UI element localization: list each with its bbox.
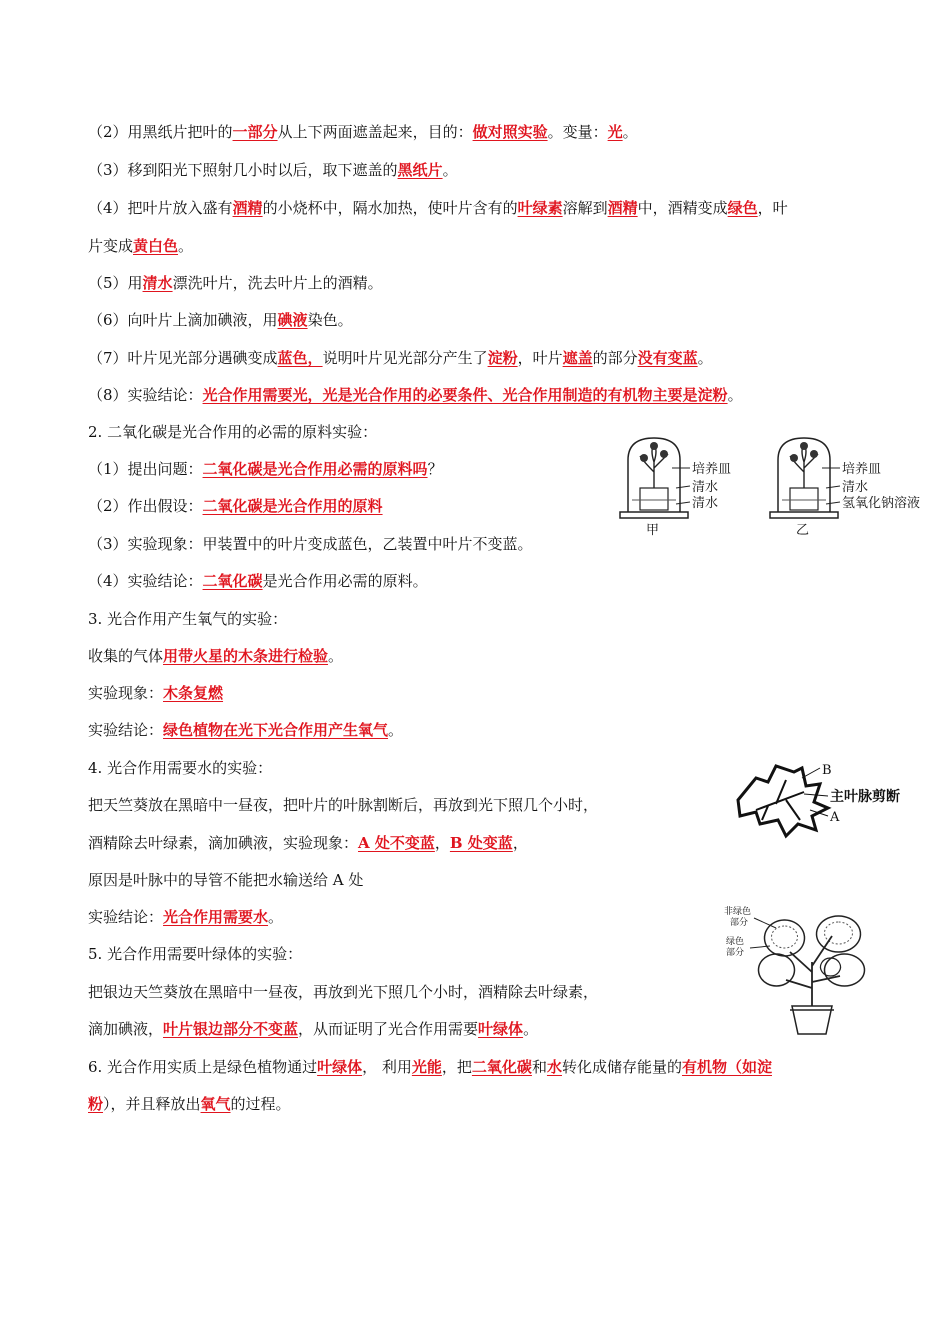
bell-jar-experiment-figure: [610, 432, 921, 540]
text-line: [88, 982, 598, 1002]
text-segment: 说明叶片见光部分产生了: [322, 349, 488, 367]
text-segment: ，: [434, 834, 450, 852]
text-line: [88, 273, 383, 293]
answer-highlight: 叶绿体: [317, 1058, 363, 1076]
jar-yi: [770, 438, 920, 538]
text-segment: 是光合作用必需的原料。: [262, 572, 428, 590]
text-line: [88, 1094, 291, 1114]
text-segment: 5. 光合作用需要叶绿体的实验：: [88, 945, 303, 963]
text-segment: 原因是叶脉中的导管不能把水输送给 A 处: [88, 871, 364, 889]
text-segment: （7）叶片见光部分遇碘变成: [88, 349, 278, 367]
text-line: [88, 683, 223, 703]
plant-label-green-2: 部分: [726, 948, 745, 958]
text-segment: ，叶片: [517, 349, 563, 367]
text-segment: （6）向叶片上滴加碘液，用: [88, 311, 278, 329]
answer-highlight: 二氧化碳是光合作用的原料: [202, 497, 383, 515]
answer-highlight: 叶绿体: [478, 1020, 524, 1038]
text-segment: 3. 光合作用产生氧气的实验：: [88, 610, 288, 628]
text-segment: 收集的气体: [88, 647, 164, 665]
answer-highlight: 酒精: [232, 199, 263, 217]
answer-highlight: 光: [607, 123, 623, 141]
text-segment: ，叶: [757, 199, 788, 217]
answer-highlight: 黄白色: [133, 237, 179, 255]
text-segment: 。: [328, 647, 344, 665]
text-line: [88, 720, 403, 740]
answer-highlight: 氧气: [200, 1095, 231, 1113]
text-line: [88, 1019, 538, 1039]
text-line: [88, 122, 638, 142]
answer-highlight: 一部分: [232, 123, 278, 141]
answer-highlight: 清水: [142, 274, 173, 292]
text-line: [88, 646, 343, 666]
text-segment: 。: [178, 237, 194, 255]
text-line: [88, 348, 713, 368]
text-line: [88, 310, 353, 330]
plant-label-nongreen-1: 非绿色: [724, 907, 752, 917]
answer-highlight: B 处变蓝: [449, 834, 513, 852]
answer-highlight: 二氧化碳: [471, 1058, 532, 1076]
leaf-vein-cut-figure: [716, 758, 916, 840]
text-line: [88, 833, 528, 853]
text-line: [88, 944, 302, 964]
text-line: [88, 236, 193, 256]
text-segment: 。: [727, 386, 743, 404]
answer-highlight: 水: [546, 1058, 562, 1076]
text-segment: 和: [531, 1058, 547, 1076]
text-segment: 实验现象：: [88, 684, 164, 702]
jar-yi-label-water: 清水: [842, 480, 869, 495]
answer-highlight: 蓝色，: [277, 349, 323, 367]
text-segment: ，把: [441, 1058, 472, 1076]
answer-highlight: 光合作用需要光，光是光合作用的必要条件、光合作用制造的有机物主要是淀粉: [202, 386, 728, 404]
leaf-label-a: A: [830, 810, 840, 825]
answer-highlight: 碘液: [277, 311, 308, 329]
text-line: [88, 385, 743, 405]
text-segment: 的部分: [592, 349, 638, 367]
text-segment: 实验结论：: [88, 908, 164, 926]
text-segment: 把天竺葵放在黑暗中一昼夜，把叶片的叶脉割断后，再放到光下照几个小时，: [88, 796, 599, 814]
text-segment: ），并且释放出: [103, 1095, 201, 1113]
answer-highlight: 用带火星的木条进行检验: [163, 647, 329, 665]
text-line: [88, 758, 272, 778]
text-segment: 。: [697, 349, 713, 367]
text-segment: 。: [622, 123, 638, 141]
answer-highlight: 没有变蓝: [637, 349, 698, 367]
jar-jia-label-water-2: 清水: [692, 496, 719, 511]
text-segment: （8）实验结论：: [88, 386, 203, 404]
text-segment: 。: [523, 1020, 539, 1038]
text-line: [88, 496, 383, 516]
text-segment: 。: [442, 161, 458, 179]
jar-jia: [620, 438, 731, 538]
text-segment: ， 利用: [362, 1058, 412, 1076]
text-segment: （2）作出假设：: [88, 497, 203, 515]
jar-yi-label-dish: 培养皿: [842, 462, 882, 477]
text-segment: 4. 光合作用需要水的实验：: [88, 759, 273, 777]
text-segment: 中，酒精变成: [637, 199, 728, 217]
answer-highlight: 光能: [411, 1058, 442, 1076]
text-line: [88, 198, 788, 218]
leaf-label-b: B: [822, 763, 832, 778]
text-segment: 从上下两面遮盖起来，目的：: [277, 123, 473, 141]
answer-highlight: 叶绿素: [517, 199, 563, 217]
text-segment: 溶解到: [562, 199, 608, 217]
jar-yi-label-naoh: 氢氧化钠溶液: [842, 496, 921, 511]
answer-highlight: 遮盖: [562, 349, 593, 367]
text-segment: （2）用黑纸片把叶的: [88, 123, 233, 141]
plant-label-nongreen-2: 部分: [730, 918, 749, 928]
text-line: [88, 422, 377, 442]
text-line: [88, 609, 287, 629]
answer-highlight: 绿色: [727, 199, 758, 217]
text-segment: ，从而证明了光合作用需要: [298, 1020, 479, 1038]
text-segment: 6. 光合作用实质上是绿色植物通过: [88, 1058, 318, 1076]
text-segment: 酒精除去叶绿素，滴加碘液，实验现象：: [88, 834, 359, 852]
answer-highlight: 有机物（如淀: [681, 1058, 772, 1076]
answer-highlight: 木条复燃: [163, 684, 224, 702]
leaf-label-vein-cut: 主叶脉剪断: [830, 789, 900, 805]
text-segment: 实验结论：: [88, 721, 164, 739]
text-segment: 染色。: [307, 311, 353, 329]
text-line: [88, 907, 283, 927]
answer-highlight: 光合作用需要水: [163, 908, 269, 926]
answer-highlight: 叶片银边部分不变蓝: [163, 1020, 299, 1038]
jar-yi-caption: 乙: [796, 523, 810, 538]
text-segment: 。变量：: [547, 123, 608, 141]
text-segment: 片变成: [88, 237, 134, 255]
text-segment: 滴加碘液，: [88, 1020, 164, 1038]
text-segment: 的小烧杯中，隔水加热，使叶片含有的: [262, 199, 518, 217]
answer-highlight: 二氧化碳是光合作用必需的原料吗: [202, 460, 428, 478]
jar-jia-caption: 甲: [646, 523, 660, 538]
text-segment: （3）实验现象：甲装置中的叶片变成蓝色，乙装置中叶片不变蓝。: [88, 535, 533, 553]
answer-highlight: 酒精: [607, 199, 638, 217]
text-line: [88, 571, 428, 591]
plant-label-green-1: 绿色: [726, 937, 745, 947]
text-segment: （4）把叶片放入盛有: [88, 199, 233, 217]
text-line: [88, 534, 533, 554]
answer-highlight: 做对照实验: [472, 123, 548, 141]
text-segment: （5）用: [88, 274, 143, 292]
text-segment: 转化成储存能量的: [561, 1058, 682, 1076]
jar-jia-label-water-1: 清水: [692, 480, 719, 495]
text-line: [88, 795, 598, 815]
text-segment: 漂洗叶片，洗去叶片上的酒精。: [172, 274, 383, 292]
answer-highlight: 淀粉: [487, 349, 518, 367]
answer-highlight: A 处不变蓝: [358, 834, 435, 852]
variegated-plant-figure: [720, 902, 880, 1038]
answer-highlight: 绿色植物在光下光合作用产生氧气: [163, 721, 389, 739]
text-line: [88, 1057, 772, 1077]
text-segment: 。: [268, 908, 284, 926]
text-line: [88, 870, 363, 890]
text-segment: 。: [388, 721, 404, 739]
text-segment: （4）实验结论：: [88, 572, 203, 590]
text-segment: （3）移到阳光下照射几小时以后，取下遮盖的: [88, 161, 398, 179]
text-line: [88, 459, 443, 479]
text-line: [88, 160, 458, 180]
text-segment: ，: [512, 834, 528, 852]
text-segment: 把银边天竺葵放在黑暗中一昼夜，再放到光下照几个小时，酒精除去叶绿素，: [88, 983, 599, 1001]
answer-highlight: 二氧化碳: [202, 572, 263, 590]
text-segment: 2. 二氧化碳是光合作用的必需的原料实验：: [88, 423, 378, 441]
text-segment: ？: [427, 460, 443, 478]
jar-jia-label-dish: 培养皿: [692, 462, 732, 477]
answer-highlight: 粉: [88, 1095, 104, 1113]
answer-highlight: 黑纸片: [397, 161, 443, 179]
text-segment: （1）提出问题：: [88, 460, 203, 478]
text-segment: 的过程。: [230, 1095, 291, 1113]
